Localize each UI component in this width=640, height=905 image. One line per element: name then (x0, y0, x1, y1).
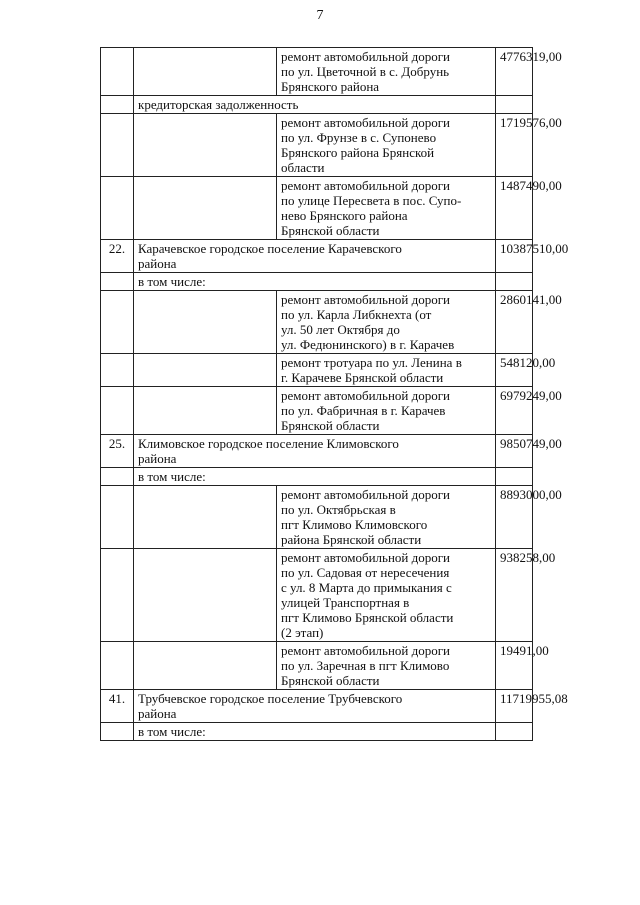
recipient-cell (134, 387, 277, 435)
row-number-cell (101, 96, 134, 114)
text-line: нево Брянского района (281, 208, 408, 223)
text-line: Брянского района (281, 79, 380, 94)
text-line: г. Карачеве Брянской области (281, 370, 444, 385)
recipient-cell (134, 48, 277, 96)
table-row (101, 690, 533, 723)
row-number-cell (101, 114, 134, 177)
row-number-cell (101, 177, 134, 240)
recipient-cell (134, 177, 277, 240)
row-number-cell (101, 642, 134, 690)
text-line: ремонт автомобильной дороги (281, 292, 451, 307)
text-line: по улице Пересвета в пос. Супо- (281, 193, 462, 208)
text-line: с ул. 8 Марта до примыкания с (281, 580, 452, 595)
recipient-cell (134, 486, 277, 549)
text-line: ремонт автомобильной дороги (281, 487, 451, 502)
recipient-cell (134, 354, 277, 387)
work-description-cell (277, 549, 496, 642)
row-number-cell (101, 387, 134, 435)
table-row (101, 240, 533, 273)
text-line: по ул. Фабричная в г. Карачев (281, 403, 446, 418)
work-description-cell (277, 354, 496, 387)
text-line: района (138, 706, 177, 721)
row-number-cell (101, 468, 134, 486)
text-line: Климовское городское поселение Климовского (138, 436, 399, 451)
row-number-cell (101, 291, 134, 354)
table-row (101, 642, 533, 690)
section-label-cell: кредиторская задолженность (134, 96, 496, 114)
row-number-cell (101, 48, 134, 96)
amount-cell (496, 723, 533, 741)
text-line: Брянской области (281, 418, 380, 433)
row-number-cell (101, 486, 134, 549)
amount-cell: 2860141,00 (496, 291, 533, 354)
text-line: ремонт автомобильной дороги (281, 115, 451, 130)
text-line: по ул. Садовая от нересечения (281, 565, 450, 580)
text-line: области (281, 160, 325, 175)
table-row (101, 114, 533, 177)
amount-cell: 1719576,00 (496, 114, 533, 177)
table-row (101, 273, 533, 291)
amount-cell: 8893000,00 (496, 486, 533, 549)
text-line: Карачевское городское поселение Карачевского (138, 241, 402, 256)
recipient-cell (134, 642, 277, 690)
row-number-cell (101, 354, 134, 387)
row-number-cell: 25. (101, 435, 134, 468)
row-number-cell (101, 549, 134, 642)
text-line: Брянской области (281, 673, 380, 688)
text-line: Трубчевское городское поселение Трубчевского (138, 691, 403, 706)
table-row (101, 723, 533, 741)
text-line: пгт Климово Брянской области (281, 610, 454, 625)
work-description-cell (277, 114, 496, 177)
table-body (101, 48, 569, 741)
row-number-cell (101, 723, 134, 741)
text-line: ремонт автомобильной дороги (281, 550, 451, 565)
text-line: района (138, 451, 177, 466)
row-number-cell: 22. (101, 240, 134, 273)
amount-cell: 1487490,00 (496, 177, 533, 240)
text-line: ремонт автомобильной дороги (281, 388, 451, 403)
text-line: ул. Федюнинского) в г. Карачев (281, 337, 455, 352)
text-line: района Брянской области (281, 532, 422, 547)
text-line: района (138, 256, 177, 271)
table-row (101, 354, 533, 387)
text-line: ремонт тротуара по ул. Ленина в (281, 355, 462, 370)
text-line: Брянского района Брянской (281, 145, 435, 160)
amount-cell: 938258,00 (496, 549, 533, 642)
table-row (101, 549, 533, 642)
section-label-cell: в том числе: (134, 468, 496, 486)
table-row (101, 48, 533, 96)
recipient-cell (134, 549, 277, 642)
amount-cell (496, 273, 533, 291)
text-line: (2 этап) (281, 625, 324, 640)
amount-cell: 11719955,08 (496, 690, 533, 723)
table-row (101, 468, 533, 486)
table-row (101, 387, 533, 435)
text-line: улицей Транспортная в (281, 595, 410, 610)
row-number-cell (101, 273, 134, 291)
text-line: по ул. Заречная в пгт Климово (281, 658, 450, 673)
recipient-cell (134, 291, 277, 354)
amount-cell: 548120,00 (496, 354, 533, 387)
recipient-cell (134, 114, 277, 177)
section-label-cell: в том числе: (134, 723, 496, 741)
amount-cell: 4776319,00 (496, 48, 533, 96)
text-line: пгт Климово Климовского (281, 517, 428, 532)
amount-cell (496, 96, 533, 114)
text-line: ремонт автомобильной дороги (281, 178, 451, 193)
text-line: по ул. Фрунзе в с. Супонево (281, 130, 437, 145)
entity-name-cell (134, 435, 496, 468)
work-description-cell (277, 48, 496, 96)
table-row (101, 486, 533, 549)
text-line: ремонт автомобильной дороги (281, 49, 451, 64)
work-description-cell (277, 177, 496, 240)
row-number-cell: 41. (101, 690, 134, 723)
entity-name-cell (134, 690, 496, 723)
section-label-cell: в том числе: (134, 273, 496, 291)
amount-cell: 19491,00 (496, 642, 533, 690)
table-row (101, 177, 533, 240)
budget-table (100, 47, 569, 741)
work-description-cell (277, 291, 496, 354)
table-row (101, 96, 533, 114)
text-line: по ул. Октябрьская в (281, 502, 396, 517)
amount-cell: 10387510,00 (496, 240, 533, 273)
text-line: по ул. Цветочной в с. Добрунь (281, 64, 450, 79)
amount-cell (496, 468, 533, 486)
page-number: 7 (316, 8, 324, 23)
work-description-cell (277, 642, 496, 690)
text-line: Брянской области (281, 223, 380, 238)
amount-cell: 9850749,00 (496, 435, 533, 468)
table-row (101, 291, 533, 354)
amount-cell: 6979249,00 (496, 387, 533, 435)
entity-name-cell (134, 240, 496, 273)
text-line: по ул. Карла Либкнехта (от (281, 307, 432, 322)
text-line: ул. 50 лет Октября до (281, 322, 400, 337)
text-line: ремонт автомобильной дороги (281, 643, 451, 658)
table-row (101, 435, 533, 468)
work-description-cell (277, 486, 496, 549)
work-description-cell (277, 387, 496, 435)
